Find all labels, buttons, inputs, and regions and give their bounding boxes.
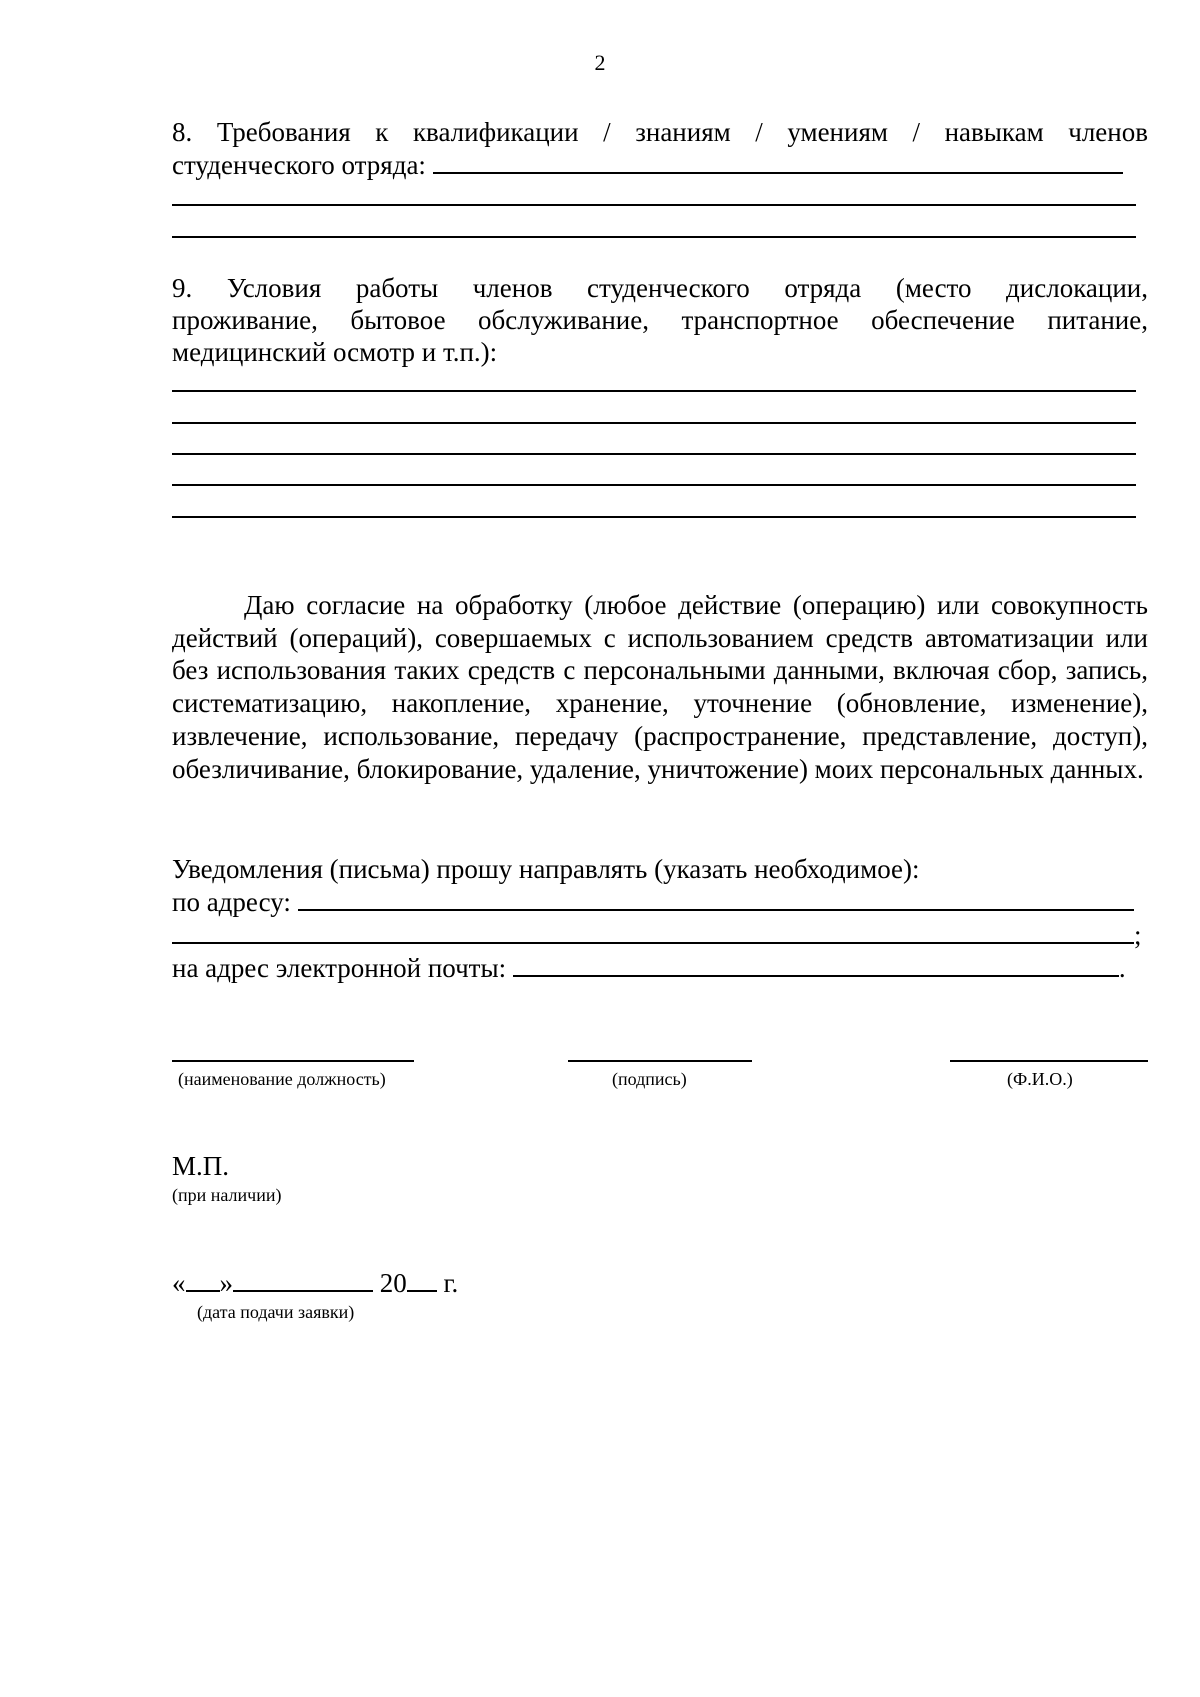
qualification-extra-line-1[interactable] xyxy=(172,204,1148,206)
date-close-quote: » xyxy=(219,1268,233,1298)
email-row xyxy=(172,951,1148,984)
section-8-line-2 xyxy=(172,148,1148,181)
month-field[interactable] xyxy=(233,1268,373,1292)
address-semicolon: ; xyxy=(1134,920,1142,950)
day-field[interactable] xyxy=(186,1268,220,1292)
section-8-line-1: 8. Требования к квалификации / знаниям / умениям / навыкам членов xyxy=(172,117,1148,147)
signature-caption: (подпись) xyxy=(612,1069,687,1089)
signature-line[interactable] xyxy=(568,1060,752,1062)
qualification-extra-line-2[interactable] xyxy=(172,236,1148,238)
year-field[interactable] xyxy=(407,1268,437,1292)
conditions-line-1[interactable] xyxy=(172,390,1148,392)
position-line[interactable] xyxy=(172,1060,414,1062)
email-field[interactable] xyxy=(513,951,1119,977)
consent-block xyxy=(172,589,1148,785)
address-field[interactable] xyxy=(298,885,1134,911)
section-8-label: студенческого отряда: xyxy=(172,150,426,180)
conditions-line-2[interactable] xyxy=(172,422,1148,424)
conditions-line-3[interactable] xyxy=(172,453,1148,455)
conditions-line-5[interactable] xyxy=(172,516,1148,518)
notifications-heading: Уведомления (письма) прошу направлять (указать необходимое): xyxy=(172,854,920,884)
stamp-caption: (при наличии) xyxy=(172,1185,282,1205)
fio-line[interactable] xyxy=(950,1060,1148,1062)
section-9-line-3: медицинский осмотр и т.п.): xyxy=(172,337,498,367)
address-row xyxy=(172,885,1148,918)
section-9-line-2: проживание, бытовое обслуживание, транспортное обеспечение питание, xyxy=(172,305,1148,335)
position-caption: (наименование должность) xyxy=(178,1069,386,1089)
fio-caption: (Ф.И.О.) xyxy=(1007,1069,1073,1089)
address-row-2 xyxy=(172,918,1148,951)
section-9-line-1: 9. Условия работы членов студенческого отряда (место дислокации, xyxy=(172,273,1148,303)
email-period: . xyxy=(1118,953,1126,983)
address-field-continued[interactable] xyxy=(172,918,1134,944)
notifications-block xyxy=(172,853,1148,984)
section-9 xyxy=(172,272,1148,368)
section-8 xyxy=(172,116,1148,181)
date-row xyxy=(172,1267,458,1299)
date-caption: (дата подачи заявки) xyxy=(197,1302,355,1322)
qualification-field[interactable] xyxy=(433,148,1123,174)
page-number: 2 xyxy=(594,50,606,75)
year-suffix: г. xyxy=(443,1268,459,1298)
date-open-quote: « xyxy=(172,1268,186,1298)
stamp-label: М.П. xyxy=(172,1151,230,1181)
conditions-line-4[interactable] xyxy=(172,484,1148,486)
email-label: на адрес электронной почты: xyxy=(172,953,507,983)
year-prefix: 20 xyxy=(379,1268,407,1298)
address-label: по адресу: xyxy=(172,887,291,917)
consent-text: Даю согласие на обработку (любое действие (операцию) или совокупность действий (операций), совершаемых с использованием средств автоматизации или без использования таких средств с персональными данными, включая сбор, запись, систематизацию, накопление, хранение, уточнение (обновление, изменение), извлечение, использование, передачу (распространение, представление, доступ), обезличивание, блокирование, удаление, уничтожение) моих персональных данных. xyxy=(172,590,1148,784)
